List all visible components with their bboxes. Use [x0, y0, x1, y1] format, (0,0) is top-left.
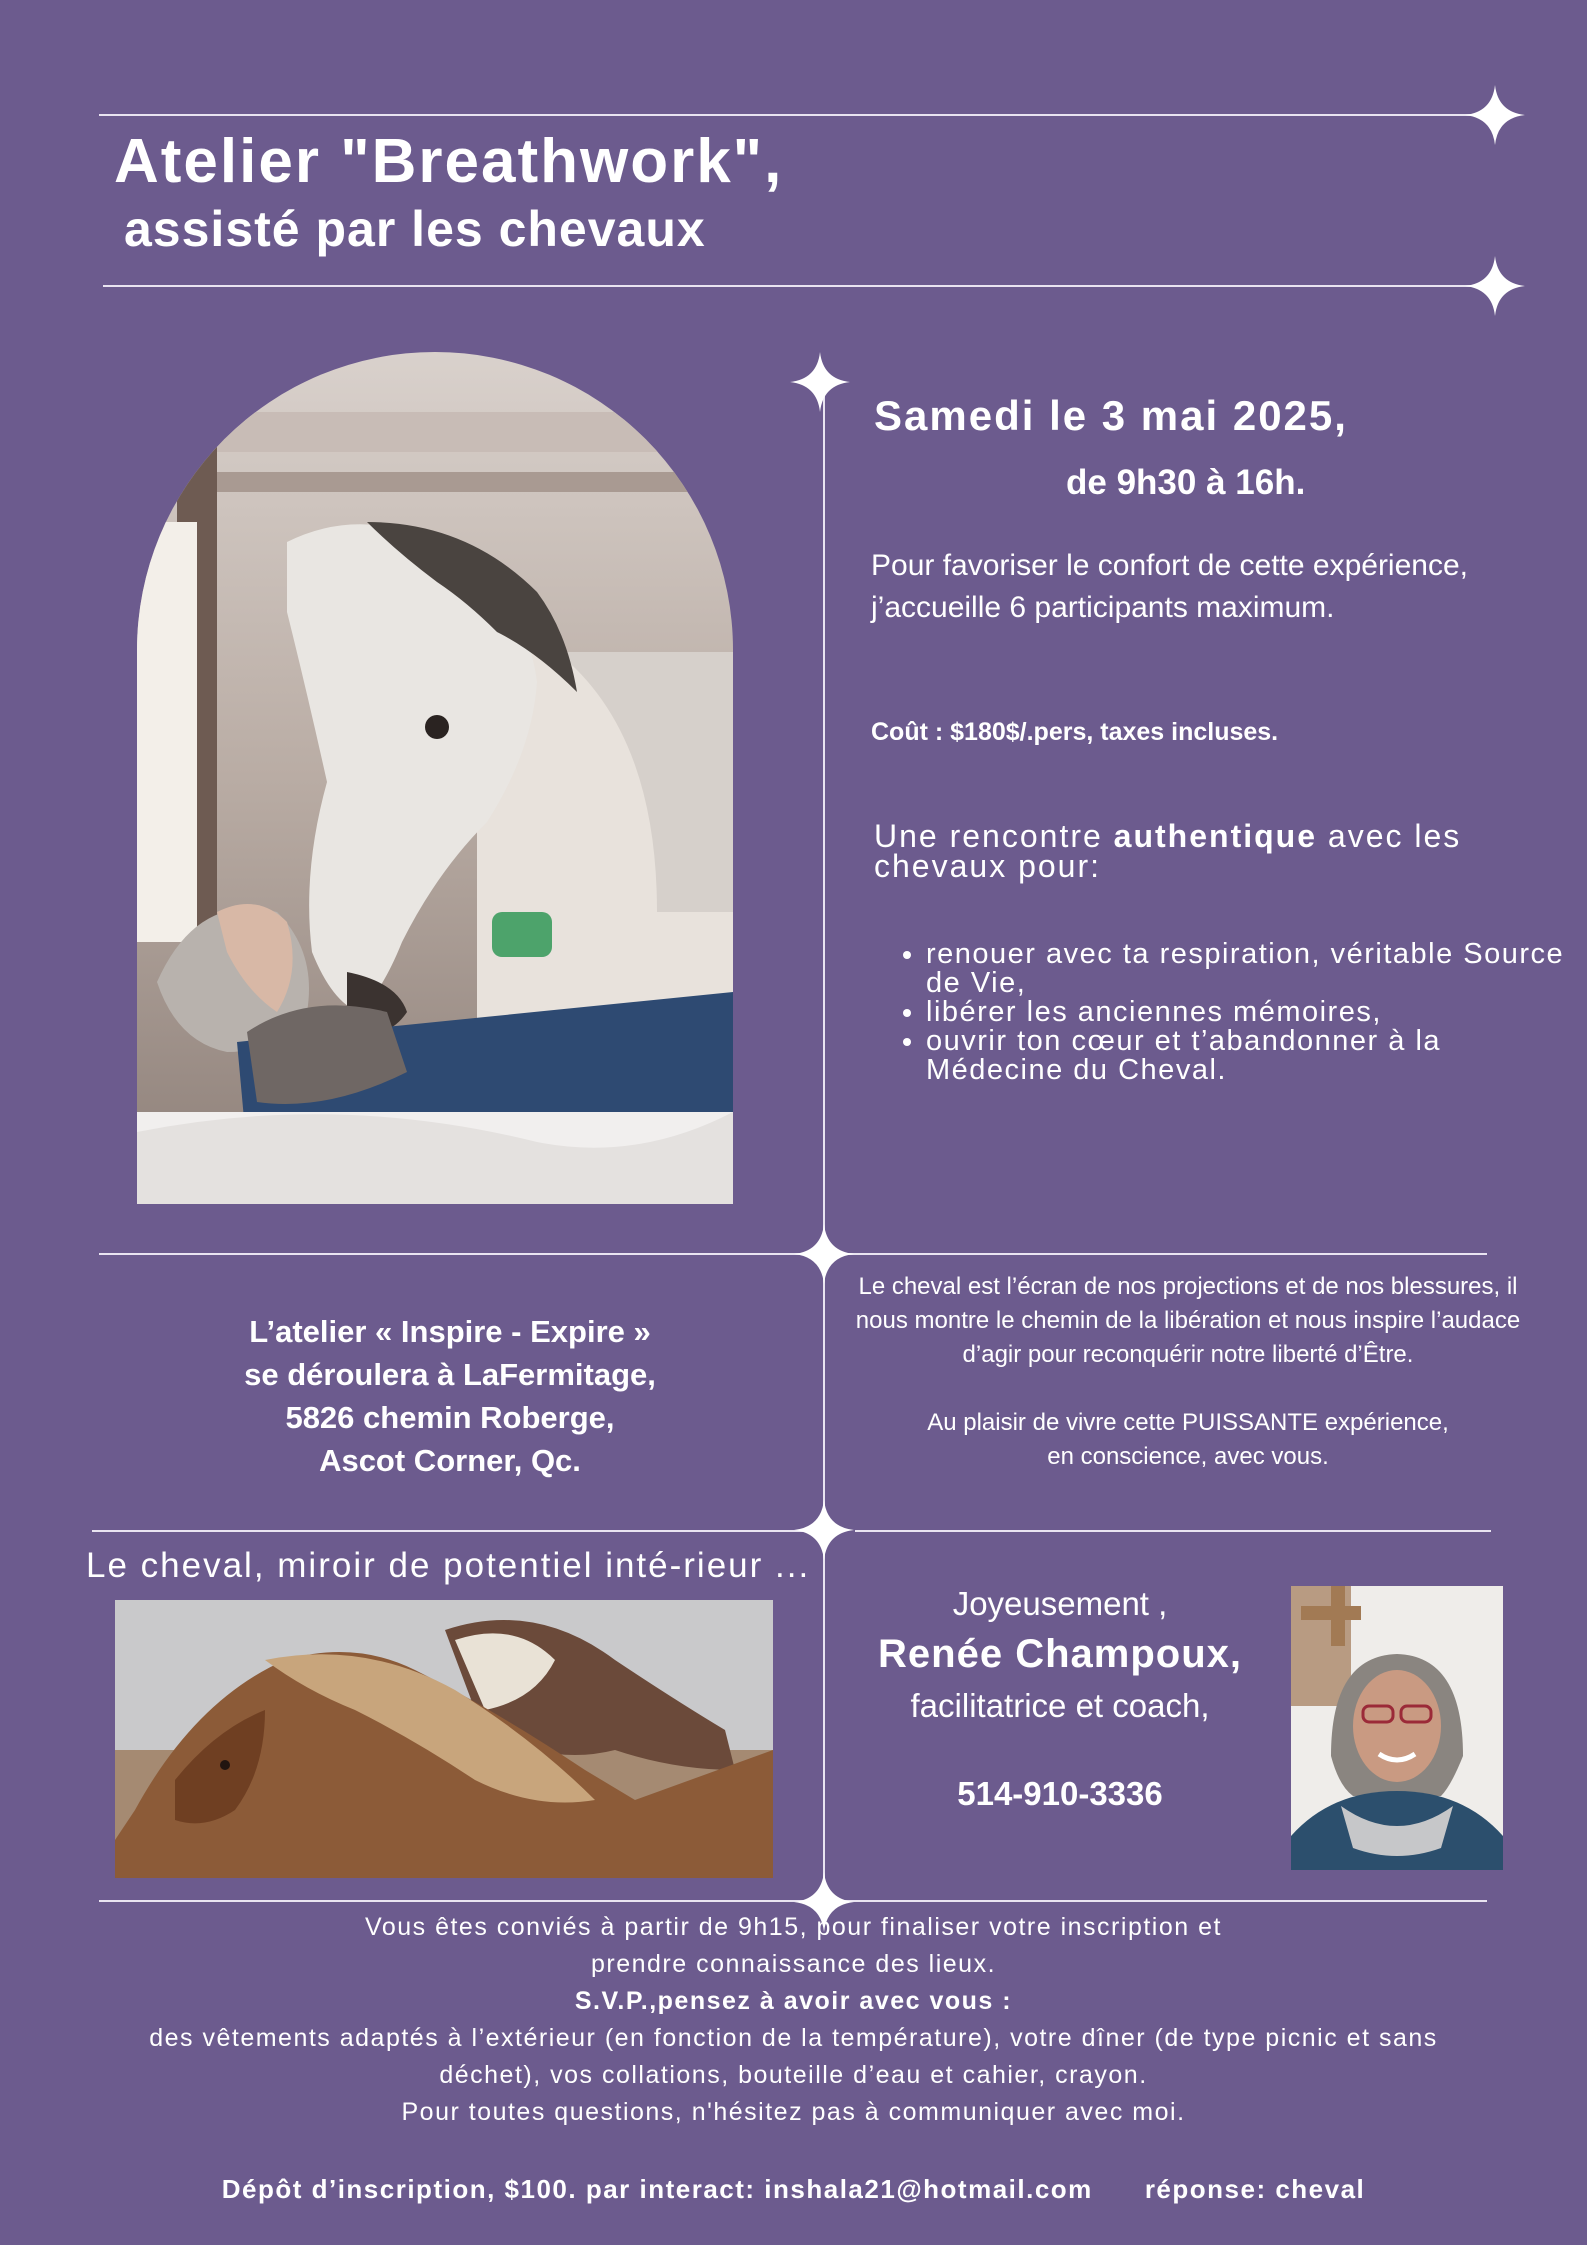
- list-item: • ouvrir ton cœur et t’abandonner à la Médecine du Cheval.: [926, 1027, 1566, 1085]
- event-intro: Pour favoriser le confort de cette expérience, j’accueille 6 participants maximum.: [871, 549, 1468, 624]
- page-subtitle: assisté par les chevaux: [124, 201, 706, 257]
- footer-line: prendre connaissance des lieux.: [590, 1950, 997, 1978]
- footer-instructions: [60, 1909, 1527, 2131]
- middle-rule-lower-right: [855, 1530, 1491, 1532]
- footer-top-rule: [99, 1900, 1487, 1902]
- invitation-line-2: en conscience, avec vous.: [1047, 1443, 1329, 1470]
- footer-line: des vêtements adaptés à l’extérieur (en fonction de la température), votre dîner (de type picnic et sans: [149, 2024, 1438, 2052]
- facilitator-name: Renée Champoux,: [878, 1632, 1242, 1676]
- footer-line: Pour toutes questions, n'hésitez pas à communiquer avec moi.: [401, 2098, 1186, 2126]
- deposit-details: Dépôt d’inscription, $100. par interact: inshala21@hotmail.com: [221, 2174, 1093, 2204]
- encounter-text-start: Une rencontre: [874, 818, 1114, 854]
- sparkle-star-icon: [790, 352, 850, 412]
- renee-portrait-photo: [1291, 1586, 1503, 1870]
- footer-line: Vous êtes conviés à partir de 9h15, pour finaliser votre inscription et: [365, 1913, 1222, 1941]
- top-rule: [99, 114, 1495, 116]
- event-cost: Coût : $180$/.pers, taxes incluses.: [871, 718, 1279, 746]
- encounter-emphasis: authentique: [1113, 818, 1317, 854]
- sparkle-star-icon: [1465, 256, 1525, 316]
- signature-block: [860, 1582, 1260, 1816]
- phone-number: 514-910-3336: [957, 1775, 1163, 1812]
- list-item: • libérer les anciennes mémoires,: [926, 998, 1566, 1027]
- page-title: Atelier "Breathwork",: [114, 127, 784, 196]
- security-answer: réponse: cheval: [1144, 2174, 1366, 2204]
- encounter-text-end: avec les chevaux pour:: [874, 818, 1462, 884]
- invitation-text: [848, 1406, 1528, 1474]
- middle-rule-upper: [99, 1253, 1487, 1255]
- greeting: Joyeusement ,: [952, 1585, 1168, 1622]
- deposit-info: [60, 2174, 1527, 2205]
- horse-and-woman-photo: [137, 352, 733, 1204]
- sparkle-star-icon: [794, 1224, 854, 1284]
- facilitator-role: facilitatrice et coach,: [910, 1687, 1210, 1724]
- invitation-line-1: Au plaisir de vivre cette PUISSANTE expérience,: [927, 1409, 1449, 1436]
- encounter-heading: [874, 818, 1514, 884]
- horse-quote: Le cheval est l’écran de nos projections et de nos blessures, il nous montre le chemin de la libération et nous inspire l’audace d’agir pour reconquérir notre liberté d’Être.: [855, 1273, 1521, 1368]
- sparkle-star-icon: [1465, 85, 1525, 145]
- middle-rule-lower-left: [92, 1530, 812, 1532]
- location-block: [190, 1310, 710, 1482]
- photo-caption: Le cheval, miroir de potentiel inté-rieur ...: [86, 1546, 811, 1585]
- center-divider: [823, 380, 825, 1910]
- footer-line: déchet), vos collations, bouteille d’eau et cahier, crayon.: [439, 2061, 1148, 2089]
- title-bottom-rule: [103, 285, 1495, 287]
- list-item: • renouer avec ta respiration, véritable Source de Vie,: [926, 940, 1566, 998]
- workshop-name: L’atelier « Inspire - Expire »: [249, 1314, 651, 1349]
- city: Ascot Corner, Qc.: [319, 1443, 581, 1478]
- venue-name: se déroulera à LaFermitage,: [244, 1357, 656, 1392]
- benefits-list: [898, 940, 1566, 1085]
- footer-reminder-heading: S.V.P.,pensez à avoir avec vous :: [574, 1987, 1013, 2015]
- event-time: de 9h30 à 16h.: [1066, 463, 1306, 502]
- two-horses-photo: [115, 1600, 773, 1878]
- street-address: 5826 chemin Roberge,: [285, 1400, 615, 1435]
- event-date: Samedi le 3 mai 2025,: [874, 392, 1348, 439]
